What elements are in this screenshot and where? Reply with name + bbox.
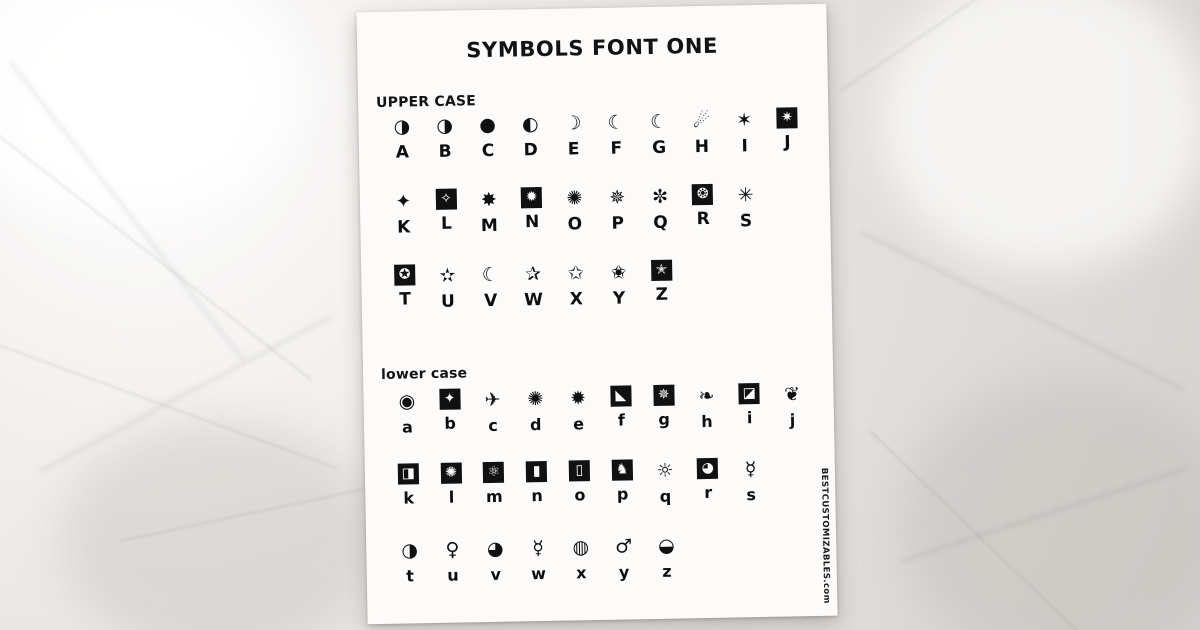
- letter-label: G: [651, 137, 667, 158]
- letter-label: v: [490, 564, 502, 584]
- symbol-blade-boxed: ◪: [739, 383, 760, 404]
- letter-label: p: [616, 484, 629, 504]
- glyph-cell: [382, 189, 426, 238]
- symbol-meteor-streak: ✵: [609, 186, 626, 209]
- letter-label: V: [483, 290, 498, 312]
- letter-label: c: [488, 415, 498, 436]
- glyph-cell: [728, 383, 772, 431]
- letter-label: l: [448, 487, 455, 507]
- glyph-cell: [599, 385, 643, 433]
- glyph-cell: [514, 387, 558, 435]
- glyph-cell: [557, 386, 601, 434]
- symbol-galaxy-boxed: ❂: [692, 184, 713, 205]
- glyph-cell: [510, 187, 554, 236]
- symbol-star-boxed-bright: ✭: [651, 260, 672, 281]
- letter-label: O: [567, 214, 583, 235]
- letter-label: M: [480, 215, 499, 237]
- symbol-star-in-box: ✧: [435, 189, 456, 210]
- symbol-feather: ❧: [698, 384, 715, 408]
- glyph-cell: [385, 389, 429, 437]
- letter-label: P: [611, 213, 625, 234]
- letter-label: f: [617, 410, 625, 430]
- marble-blotch: [60, 420, 380, 630]
- glyph-cell: [770, 382, 814, 430]
- glyph-row: [383, 257, 812, 313]
- symbol-comet-head: ☄: [692, 109, 711, 133]
- letter-label: F: [610, 138, 623, 159]
- page-title: SYMBOLS FONT ONE: [466, 33, 719, 63]
- symbol-moon-face-boxed: ◕: [697, 458, 718, 479]
- glyph-cell: [601, 459, 645, 507]
- letter-label: A: [395, 142, 410, 163]
- symbol-comet-boxed-bright: ✵: [653, 385, 674, 406]
- letter-label: C: [481, 140, 495, 162]
- letter-label: H: [694, 136, 710, 158]
- glyph-cell: [474, 537, 518, 585]
- glyph-cell: [387, 463, 431, 511]
- glyph-cell: [640, 259, 684, 308]
- symbol-planet-earth: ◒: [657, 534, 675, 557]
- glyph-cell: [426, 263, 470, 312]
- letter-label: N: [524, 212, 540, 233]
- letter-label: R: [696, 208, 710, 230]
- symbol-star-boxed: ✷: [776, 107, 797, 128]
- symbol-rocket-boxed: ▯: [569, 460, 590, 481]
- letter-label: q: [659, 486, 672, 506]
- symbol-feather-quill: ❦: [783, 383, 801, 406]
- symbol-moon-half-right: ◑: [436, 114, 454, 137]
- symbol-meteor: ✺: [566, 187, 583, 210]
- glyph-cell: [511, 262, 555, 311]
- glyph-cell: [553, 186, 597, 235]
- glyph-cell: [680, 109, 724, 158]
- letter-label: g: [658, 409, 671, 429]
- glyph-cell: [554, 261, 598, 310]
- letter-label: s: [746, 485, 757, 505]
- glyph-row: [380, 107, 809, 163]
- letter-label: D: [523, 140, 539, 161]
- symbol-planet-saturn: ◍: [572, 536, 590, 559]
- symbol-mercury-symbol: ☿: [744, 458, 757, 481]
- symbol-planet-globe: ◉: [398, 390, 416, 413]
- glyph-cell: [471, 388, 515, 436]
- section-heading-lower-case: lower case: [380, 365, 468, 383]
- symbol-atom-orbit-boxed: ⚛: [483, 462, 504, 483]
- watermark-label: BESTCUSTOMIZABLES.com: [818, 467, 832, 604]
- letter-label: t: [406, 566, 415, 586]
- letter-label: Z: [655, 284, 669, 305]
- glyph-cell: [643, 458, 687, 506]
- letter-label: r: [704, 482, 713, 503]
- symbol-star-boxed-small: ✦: [439, 389, 460, 410]
- symbol-sun-face: ☼: [656, 459, 674, 482]
- symbol-star-burst: ✶: [736, 109, 753, 132]
- glyph-cell: [594, 110, 638, 159]
- letter-label: B: [438, 141, 452, 162]
- letter-label: E: [567, 139, 580, 160]
- letter-label: y: [618, 562, 630, 582]
- symbol-planet-moon: ◑: [401, 539, 419, 562]
- symbol-moon-crescent-wide: ☾: [649, 110, 668, 133]
- glyph-cell: [685, 384, 729, 432]
- glyph-cell: [602, 534, 646, 582]
- letter-label: T: [399, 289, 412, 310]
- glyph-cell: [637, 109, 681, 158]
- letter-label: z: [662, 561, 672, 581]
- symbol-moon-crescent-thin: ☾: [607, 111, 625, 134]
- symbol-shooting-star: ✦: [395, 190, 412, 213]
- symbol-shooting-star-long: ✰: [524, 263, 542, 286]
- glyph-cell: [681, 184, 725, 233]
- symbol-comet-streak: ✸: [480, 188, 498, 212]
- glyph-cell: [431, 537, 475, 585]
- glyph-row: [387, 456, 816, 511]
- glyph-cell: [467, 188, 511, 237]
- glyph-cell: [551, 111, 595, 160]
- glyph-cell: [509, 112, 553, 161]
- glyph-cell: [472, 462, 516, 510]
- letter-label: w: [530, 563, 547, 584]
- symbol-explosion: ✹: [569, 387, 587, 410]
- letter-label: o: [574, 485, 586, 505]
- glyph-cell: [638, 184, 682, 233]
- symbol-atom-boxed: ✺: [440, 463, 461, 484]
- glyph-cell: [559, 535, 603, 583]
- symbol-flame-boxed: ✪: [394, 264, 415, 285]
- glyph-cell: [765, 107, 809, 156]
- glyph-cell: [383, 264, 427, 313]
- letter-label: L: [440, 213, 453, 234]
- letter-label: Q: [653, 212, 668, 233]
- symbol-horse-boxed: ♞: [612, 459, 633, 480]
- glyph-cell: [724, 183, 768, 232]
- glyph-cell: [466, 113, 510, 162]
- letter-label: K: [396, 217, 411, 238]
- glyph-cell: [558, 460, 602, 508]
- letter-label: e: [572, 414, 585, 434]
- letter-label: I: [741, 136, 749, 157]
- glyph-cell: [380, 114, 424, 163]
- symbol-wand: ✫: [439, 264, 456, 287]
- letter-label: W: [523, 289, 544, 311]
- letter-label: S: [739, 211, 753, 232]
- glyph-cell: [686, 458, 730, 506]
- symbol-moon-full: ●: [479, 113, 496, 137]
- glyph-cell: [388, 538, 432, 586]
- glyph-cell: [423, 113, 467, 162]
- glyph-cell: [729, 457, 773, 505]
- symbol-nebula: ✼: [651, 185, 669, 208]
- glyph-cell: [424, 188, 468, 237]
- section-heading-upper-case: UPPER CASE: [375, 93, 477, 112]
- symbol-fireworks: ✺: [527, 388, 544, 411]
- letter-label: Y: [612, 288, 626, 309]
- glyph-cell: [515, 461, 559, 509]
- letter-label: x: [575, 563, 587, 583]
- symbol-blade-boxed-2: ◨: [398, 463, 419, 484]
- letter-label: U: [440, 291, 456, 312]
- glyph-cell: [723, 108, 767, 157]
- letter-label: u: [447, 565, 459, 585]
- letter-label: n: [531, 486, 543, 506]
- symbol-mars-symbol: ♂: [614, 535, 633, 558]
- symbol-ufo: ✈: [484, 388, 501, 412]
- letter-label: i: [746, 408, 753, 428]
- glyph-cell: [642, 384, 686, 432]
- glyph-cell: [597, 260, 641, 309]
- symbol-mercury-symbol-2: ☿: [532, 537, 545, 560]
- symbol-planet-mars: ◕: [486, 537, 504, 561]
- glyph-row: [385, 382, 814, 437]
- symbol-venus-symbol: ♀: [445, 538, 460, 561]
- marble-blotch: [880, 0, 1200, 270]
- symbol-starfield: ✳: [737, 184, 754, 207]
- symbol-tower-boxed: ▮: [526, 461, 547, 482]
- symbol-moon-half-left: ◑: [393, 115, 411, 138]
- symbol-mountain-boxed: ◣: [610, 385, 631, 406]
- glyph-row: [388, 531, 817, 586]
- symbol-moon-gibbous: ◐: [521, 113, 539, 136]
- symbol-comet-tail: ✬: [610, 261, 627, 284]
- letter-label: b: [444, 413, 457, 433]
- letter-label: d: [529, 415, 542, 435]
- letter-label: m: [485, 486, 503, 507]
- glyph-cell: [596, 185, 640, 234]
- glyph-row: [382, 182, 811, 238]
- glyph-cell: [645, 533, 689, 581]
- letter-label: j: [789, 410, 796, 430]
- glyph-cell: [428, 388, 472, 436]
- letter-label: k: [403, 488, 415, 508]
- glyph-cell: [516, 536, 560, 584]
- letter-label: X: [569, 289, 584, 310]
- symbol-crescent-moon: ☾: [481, 263, 499, 287]
- letter-label: a: [401, 417, 414, 437]
- glyph-cell: [430, 462, 474, 510]
- symbol-meteor-small: ✩: [567, 262, 584, 285]
- glyph-cell: [469, 263, 513, 312]
- symbol-moon-crescent: ☽: [564, 112, 582, 135]
- symbol-comet-boxed: ✹: [521, 187, 542, 208]
- letter-label: J: [784, 132, 791, 153]
- letter-label: h: [701, 411, 713, 432]
- flyer-sheet: [356, 4, 837, 625]
